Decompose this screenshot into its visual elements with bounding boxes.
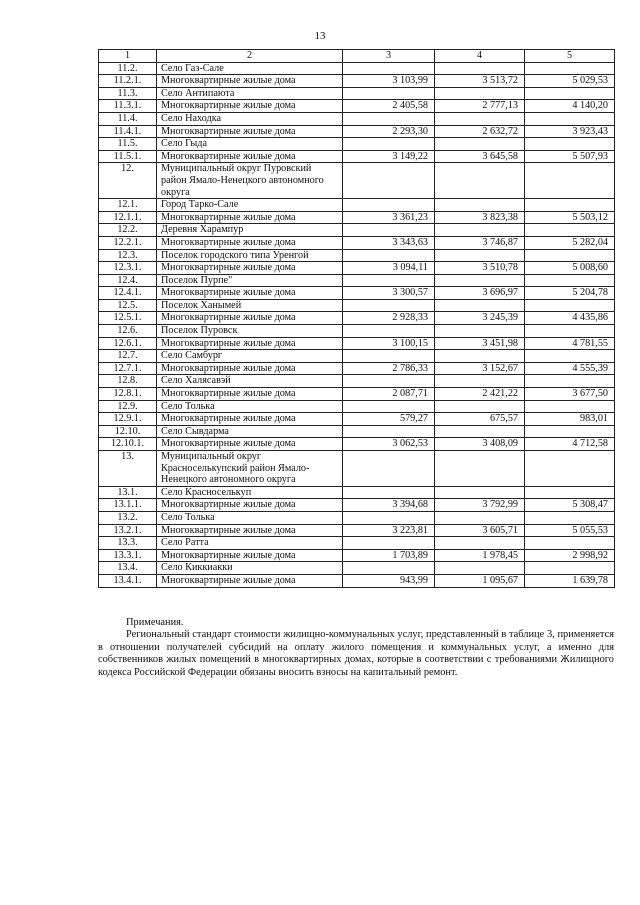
row-name: Многоквартирные жилые дома: [157, 499, 343, 512]
row-value-col4: [435, 112, 525, 125]
row-value-col5: 5 308,47: [525, 499, 615, 512]
row-value-col3: 3 103,99: [343, 75, 435, 88]
row-value-col4: 3 823,38: [435, 211, 525, 224]
row-number: 13.4.: [99, 562, 157, 575]
table-row: [99, 199, 615, 212]
row-value-col3: 579,27: [343, 413, 435, 426]
table-row: [99, 274, 615, 287]
row-value-col3: 2 087,71: [343, 388, 435, 401]
row-name: Многоквартирные жилые дома: [157, 100, 343, 113]
row-name: Село Самбург: [157, 350, 343, 363]
row-number: 12.4.: [99, 274, 157, 287]
table-row: [99, 100, 615, 113]
row-value-col3: 943,99: [343, 574, 435, 587]
row-name: Село Сывдарма: [157, 425, 343, 438]
row-number: 13.: [99, 451, 157, 487]
table-row: [99, 62, 615, 75]
notes-title: Примечания.: [126, 617, 184, 628]
row-name: Многоквартирные жилые дома: [157, 337, 343, 350]
row-value-col3: [343, 112, 435, 125]
row-number: 12.2.1.: [99, 236, 157, 249]
row-number: 12.8.: [99, 375, 157, 388]
row-number: 11.5.1.: [99, 150, 157, 163]
row-number: 12.: [99, 163, 157, 199]
row-value-col3: 1 703,89: [343, 549, 435, 562]
row-value-col4: 2 632,72: [435, 125, 525, 138]
header-col-1: 1: [99, 50, 157, 63]
row-value-col3: 2 293,30: [343, 125, 435, 138]
table-row: [99, 211, 615, 224]
header-col-4: 4: [435, 50, 525, 63]
row-value-col3: [343, 562, 435, 575]
tariff-table: [98, 49, 615, 588]
row-number: 12.7.1.: [99, 362, 157, 375]
row-number: 12.2.: [99, 224, 157, 237]
table-row: [99, 299, 615, 312]
row-value-col3: 3 361,23: [343, 211, 435, 224]
table-row: [99, 337, 615, 350]
row-value-col3: [343, 299, 435, 312]
row-number: 12.9.: [99, 400, 157, 413]
table-row: [99, 224, 615, 237]
row-value-col4: 1 978,45: [435, 549, 525, 562]
row-value-col3: 2 405,58: [343, 100, 435, 113]
table-row: [99, 549, 615, 562]
table-row: [99, 249, 615, 262]
row-name: Село Газ-Сале: [157, 62, 343, 75]
row-name: Муниципальный округ Пуровский район Ямало-Ненецкого автономного округа: [157, 163, 343, 199]
row-name: Многоквартирные жилые дома: [157, 413, 343, 426]
row-number: 12.3.1.: [99, 262, 157, 275]
row-value-col5: [525, 486, 615, 499]
row-value-col4: [435, 537, 525, 550]
row-value-col5: 4 712,58: [525, 438, 615, 451]
row-value-col3: 3 300,57: [343, 287, 435, 300]
table-row: [99, 537, 615, 550]
table-row: [99, 438, 615, 451]
row-value-col4: 3 451,98: [435, 337, 525, 350]
row-value-col3: 3 394,68: [343, 499, 435, 512]
table-row: [99, 362, 615, 375]
row-name: Поселок Пурпе": [157, 274, 343, 287]
row-value-col5: [525, 112, 615, 125]
row-value-col4: 2 421,22: [435, 388, 525, 401]
row-value-col4: 3 513,72: [435, 75, 525, 88]
row-value-col5: [525, 511, 615, 524]
row-name: Многоквартирные жилые дома: [157, 312, 343, 325]
table-row: [99, 451, 615, 487]
table-header-row: [99, 50, 615, 63]
row-value-col3: [343, 451, 435, 487]
table-row: [99, 499, 615, 512]
table-row: [99, 163, 615, 199]
row-value-col4: [435, 562, 525, 575]
table-row: [99, 325, 615, 338]
header-col-5: 5: [525, 50, 615, 63]
row-number: 11.3.: [99, 87, 157, 100]
row-value-col4: [435, 400, 525, 413]
table-row: [99, 574, 615, 587]
row-name: Многоквартирные жилые дома: [157, 438, 343, 451]
row-value-col3: 3 343,63: [343, 236, 435, 249]
row-value-col5: [525, 537, 615, 550]
row-value-col4: [435, 486, 525, 499]
row-name: Село Ратта: [157, 537, 343, 550]
row-number: 12.6.: [99, 325, 157, 338]
row-value-col4: 3 408,09: [435, 438, 525, 451]
row-name: Многоквартирные жилые дома: [157, 125, 343, 138]
row-name: Село Толька: [157, 400, 343, 413]
row-number: 12.8.1.: [99, 388, 157, 401]
table-row: [99, 413, 615, 426]
row-value-col5: 4 140,20: [525, 100, 615, 113]
row-number: 13.3.1.: [99, 549, 157, 562]
notes-body: Региональный стандарт стоимости жилищно-коммунальных услуг, представленный в таблице 3, применяется в отношении получателей субсидий на оплату жилого помещения и коммунальных услуг, а именно для собственников жилых помещений в многоквартирных домах, которые в соответствии с требованиями Жилищного кодекса Российской Федерации обязаны вносить взносы на капитальный ремонт.: [98, 629, 614, 678]
row-value-col3: [343, 163, 435, 199]
row-name: Многоквартирные жилые дома: [157, 524, 343, 537]
row-value-col5: 1 639,78: [525, 574, 615, 587]
row-name: Село Антипаюта: [157, 87, 343, 100]
row-value-col5: 983,01: [525, 413, 615, 426]
row-name: Многоквартирные жилые дома: [157, 150, 343, 163]
row-name: Город Тарко-Сале: [157, 199, 343, 212]
row-name: Поселок Ханымей: [157, 299, 343, 312]
row-value-col4: 3 245,39: [435, 312, 525, 325]
row-number: 12.5.: [99, 299, 157, 312]
row-value-col5: [525, 199, 615, 212]
row-value-col3: 3 062,53: [343, 438, 435, 451]
row-value-col5: 5 282,04: [525, 236, 615, 249]
row-value-col4: [435, 163, 525, 199]
row-value-col4: [435, 274, 525, 287]
row-value-col5: 4 781,55: [525, 337, 615, 350]
header-col-2: 2: [157, 50, 343, 63]
row-value-col5: [525, 325, 615, 338]
row-value-col3: [343, 511, 435, 524]
row-value-col3: [343, 425, 435, 438]
row-value-col4: 3 510,78: [435, 262, 525, 275]
row-name: Многоквартирные жилые дома: [157, 75, 343, 88]
table-row: [99, 262, 615, 275]
row-value-col5: [525, 375, 615, 388]
row-value-col3: 3 094,11: [343, 262, 435, 275]
table-row: [99, 87, 615, 100]
table-row: [99, 125, 615, 138]
row-value-col5: 5 507,93: [525, 150, 615, 163]
table-row: [99, 287, 615, 300]
row-number: 12.5.1.: [99, 312, 157, 325]
row-value-col5: [525, 249, 615, 262]
row-value-col4: [435, 199, 525, 212]
row-value-col5: [525, 62, 615, 75]
row-value-col4: [435, 350, 525, 363]
row-name: Село Гыда: [157, 138, 343, 151]
row-number: 11.4.1.: [99, 125, 157, 138]
row-value-col4: 1 095,67: [435, 574, 525, 587]
row-name: Многоквартирные жилые дома: [157, 574, 343, 587]
row-number: 11.4.: [99, 112, 157, 125]
row-value-col5: 5 008,60: [525, 262, 615, 275]
row-value-col5: 5 503,12: [525, 211, 615, 224]
row-number: 13.1.1.: [99, 499, 157, 512]
row-value-col5: [525, 299, 615, 312]
row-name: Многоквартирные жилые дома: [157, 388, 343, 401]
row-value-col5: [525, 87, 615, 100]
tariff-table-body: [99, 50, 615, 588]
page-number: 13: [314, 30, 326, 42]
row-value-col5: 4 435,86: [525, 312, 615, 325]
row-value-col3: [343, 325, 435, 338]
row-value-col3: [343, 87, 435, 100]
row-value-col4: 3 605,71: [435, 524, 525, 537]
notes-section: [98, 617, 614, 679]
row-value-col4: [435, 87, 525, 100]
row-value-col3: 3 100,15: [343, 337, 435, 350]
row-value-col5: [525, 163, 615, 199]
row-number: 11.5.: [99, 138, 157, 151]
row-number: 12.1.: [99, 199, 157, 212]
row-number: 11.3.1.: [99, 100, 157, 113]
row-name: Многоквартирные жилые дома: [157, 549, 343, 562]
row-value-col5: [525, 451, 615, 487]
table-row: [99, 425, 615, 438]
row-value-col3: [343, 274, 435, 287]
row-value-col4: [435, 425, 525, 438]
row-value-col4: [435, 451, 525, 487]
header-col-3: 3: [343, 50, 435, 63]
table-row: [99, 236, 615, 249]
row-name: Многоквартирные жилые дома: [157, 362, 343, 375]
row-value-col3: [343, 400, 435, 413]
table-row: [99, 486, 615, 499]
row-value-col5: 2 998,92: [525, 549, 615, 562]
row-value-col5: [525, 224, 615, 237]
row-number: 13.3.: [99, 537, 157, 550]
row-value-col4: 2 777,13: [435, 100, 525, 113]
row-value-col3: 2 786,33: [343, 362, 435, 375]
table-row: [99, 400, 615, 413]
row-value-col5: 5 055,53: [525, 524, 615, 537]
row-name: Деревня Харампур: [157, 224, 343, 237]
row-value-col3: 3 223,81: [343, 524, 435, 537]
row-value-col4: [435, 375, 525, 388]
row-name: Многоквартирные жилые дома: [157, 287, 343, 300]
row-value-col4: 3 746,87: [435, 236, 525, 249]
row-number: 13.1.: [99, 486, 157, 499]
row-value-col5: 5 029,53: [525, 75, 615, 88]
row-number: 13.2.1.: [99, 524, 157, 537]
row-value-col5: [525, 138, 615, 151]
row-name: Село Толька: [157, 511, 343, 524]
row-value-col3: [343, 486, 435, 499]
row-number: 13.4.1.: [99, 574, 157, 587]
row-number: 12.3.: [99, 249, 157, 262]
row-value-col4: 3 645,58: [435, 150, 525, 163]
row-value-col4: 3 152,67: [435, 362, 525, 375]
row-value-col3: [343, 350, 435, 363]
table-row: [99, 138, 615, 151]
row-value-col5: 3 677,50: [525, 388, 615, 401]
table-row: [99, 350, 615, 363]
row-number: 11.2.1.: [99, 75, 157, 88]
row-value-col4: 3 696,97: [435, 287, 525, 300]
table-row: [99, 562, 615, 575]
row-value-col5: [525, 400, 615, 413]
table-row: [99, 511, 615, 524]
row-number: 12.1.1.: [99, 211, 157, 224]
row-value-col3: [343, 375, 435, 388]
row-name: Село Киккиакки: [157, 562, 343, 575]
row-number: 12.6.1.: [99, 337, 157, 350]
row-value-col3: [343, 249, 435, 262]
table-row: [99, 75, 615, 88]
row-number: 12.7.: [99, 350, 157, 363]
row-number: 13.2.: [99, 511, 157, 524]
row-value-col5: [525, 350, 615, 363]
row-name: Поселок Пуровск: [157, 325, 343, 338]
row-value-col3: [343, 138, 435, 151]
row-number: 12.10.: [99, 425, 157, 438]
table-row: [99, 524, 615, 537]
row-value-col5: [525, 274, 615, 287]
row-name: Многоквартирные жилые дома: [157, 211, 343, 224]
table-row: [99, 388, 615, 401]
row-name: Село Халясавэй: [157, 375, 343, 388]
table-row: [99, 112, 615, 125]
row-value-col3: [343, 537, 435, 550]
row-number: 12.10.1.: [99, 438, 157, 451]
row-name: Село Находка: [157, 112, 343, 125]
row-number: 11.2.: [99, 62, 157, 75]
row-value-col4: [435, 511, 525, 524]
row-name: Муниципальный округ Красноселькупский район Ямало-Ненецкого автономного округа: [157, 451, 343, 487]
row-value-col4: [435, 224, 525, 237]
table-row: [99, 312, 615, 325]
row-value-col5: 4 555,39: [525, 362, 615, 375]
row-value-col3: [343, 224, 435, 237]
row-value-col4: [435, 138, 525, 151]
row-value-col4: [435, 249, 525, 262]
row-value-col4: 675,57: [435, 413, 525, 426]
row-name: Поселок городского типа Уренгой: [157, 249, 343, 262]
table-row: [99, 150, 615, 163]
row-name: Многоквартирные жилые дома: [157, 262, 343, 275]
row-number: 12.9.1.: [99, 413, 157, 426]
row-name: Село Красноселькуп: [157, 486, 343, 499]
row-value-col4: 3 792,99: [435, 499, 525, 512]
row-value-col5: 3 923,43: [525, 125, 615, 138]
row-value-col3: 2 928,33: [343, 312, 435, 325]
row-value-col3: [343, 62, 435, 75]
row-number: 12.4.1.: [99, 287, 157, 300]
row-value-col5: [525, 425, 615, 438]
row-value-col4: [435, 299, 525, 312]
row-value-col5: [525, 562, 615, 575]
row-name: Многоквартирные жилые дома: [157, 236, 343, 249]
row-value-col4: [435, 62, 525, 75]
row-value-col5: 5 204,78: [525, 287, 615, 300]
row-value-col3: [343, 199, 435, 212]
row-value-col3: 3 149,22: [343, 150, 435, 163]
row-value-col4: [435, 325, 525, 338]
table-row: [99, 375, 615, 388]
